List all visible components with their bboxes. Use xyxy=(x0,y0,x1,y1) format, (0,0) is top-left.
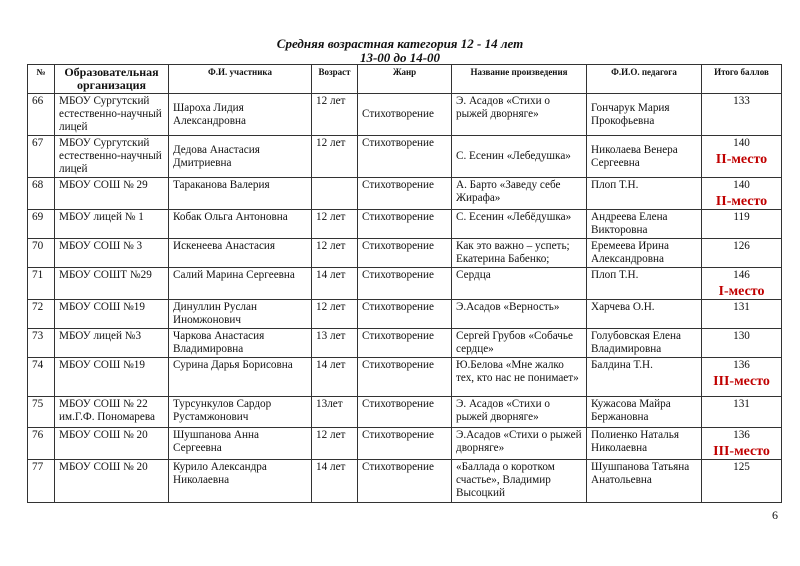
table-row xyxy=(28,460,782,503)
cell-teacher xyxy=(587,428,702,460)
age-text: 12 лет xyxy=(316,95,346,107)
cell-org xyxy=(55,460,169,503)
cell-num xyxy=(28,300,55,329)
score-text: 140 xyxy=(733,137,750,149)
place-badge: III-место xyxy=(713,444,770,459)
org-text: МБОУ СОШ № 20 xyxy=(59,429,148,441)
age-text: 12 лет xyxy=(316,301,346,313)
table-row xyxy=(28,94,782,136)
num-text: 76 xyxy=(32,429,44,441)
work-text: С. Есенин «Лебедушка» xyxy=(456,150,571,162)
num-text: 74 xyxy=(32,359,44,371)
cell-genre xyxy=(358,358,452,397)
genre-text: Стихотворение xyxy=(362,179,434,191)
cell-work xyxy=(452,239,587,268)
genre-text: Стихотворение xyxy=(362,137,434,149)
cell-teacher xyxy=(587,178,702,210)
cell-work xyxy=(452,358,587,397)
cell-name xyxy=(169,94,312,136)
name-text: Салий Марина Сергеевна xyxy=(173,269,295,281)
cell-name xyxy=(169,428,312,460)
cell-teacher xyxy=(587,300,702,329)
cell-genre xyxy=(358,268,452,300)
cell-org xyxy=(55,358,169,397)
teacher-text: Кужасова Майра Бержановна xyxy=(591,398,671,423)
num-text: 75 xyxy=(32,398,44,410)
page-subtitle: 13-00 до 14-00 xyxy=(359,50,441,65)
cell-work xyxy=(452,329,587,358)
age-text: 13лет xyxy=(316,398,343,410)
name-text: Шароха Лидия Александровна xyxy=(173,101,246,127)
table-row xyxy=(28,210,782,239)
org-text: МБОУ СОШ № 22 им.Г.Ф. Пономарева xyxy=(59,398,155,423)
score-text: 131 xyxy=(733,398,750,410)
score-text: 126 xyxy=(733,240,750,252)
cell-age xyxy=(312,460,358,503)
score-text: 119 xyxy=(733,211,750,223)
cell-score xyxy=(702,94,782,136)
cell-age xyxy=(312,210,358,239)
cell-genre xyxy=(358,397,452,428)
cell-genre xyxy=(358,94,452,136)
num-text: 67 xyxy=(32,137,44,149)
cell-score xyxy=(702,329,782,358)
org-text: МБОУ Сургутский естественно-научный лицей xyxy=(59,95,162,133)
work-text: Э. Асадов «Стихи о рыжей дворняге» xyxy=(456,95,550,120)
work-text: Э.Асадов «Верность» xyxy=(456,301,560,313)
genre-text: Стихотворение xyxy=(362,269,434,281)
header-num: № xyxy=(28,65,55,94)
cell-num xyxy=(28,136,55,178)
work-text: С. Есенин «Лебёдушка» xyxy=(456,211,572,223)
table-header-row xyxy=(28,65,782,94)
cell-work xyxy=(452,460,587,503)
work-text: Сердца xyxy=(456,269,491,281)
cell-genre xyxy=(358,136,452,178)
results-table xyxy=(27,64,782,503)
cell-age xyxy=(312,268,358,300)
cell-org xyxy=(55,428,169,460)
cell-genre xyxy=(358,178,452,210)
cell-age xyxy=(312,94,358,136)
cell-org xyxy=(55,94,169,136)
page-title: Средняя возрастная категория 12 - 14 лет xyxy=(276,36,524,51)
cell-age xyxy=(312,329,358,358)
score-text: 140 xyxy=(733,179,750,191)
genre-text: Стихотворение xyxy=(362,461,434,473)
num-text: 66 xyxy=(32,95,44,107)
cell-name xyxy=(169,239,312,268)
genre-text: Стихотворение xyxy=(362,108,434,120)
cell-num xyxy=(28,358,55,397)
cell-name xyxy=(169,268,312,300)
cell-work xyxy=(452,397,587,428)
cell-age xyxy=(312,178,358,210)
cell-org xyxy=(55,239,169,268)
org-text: МБОУ лицей №3 xyxy=(59,330,142,342)
org-text: МБОУ СОШ №19 xyxy=(59,359,145,371)
age-text: 14 лет xyxy=(316,269,346,281)
cell-teacher xyxy=(587,460,702,503)
page-number: 6 xyxy=(772,508,778,522)
org-text: МБОУ лицей № 1 xyxy=(59,211,144,223)
name-text: Кобак Ольга Антоновна xyxy=(173,211,288,223)
cell-name xyxy=(169,329,312,358)
header-score: Итого баллов xyxy=(702,65,782,94)
org-text: МБОУ СОШ №19 xyxy=(59,301,145,313)
cell-num xyxy=(28,329,55,358)
org-text: МБОУ СОШТ №29 xyxy=(59,269,152,281)
cell-work xyxy=(452,94,587,136)
teacher-text: Полиенко Наталья Николаевна xyxy=(591,429,679,454)
cell-teacher xyxy=(587,397,702,428)
genre-text: Стихотворение xyxy=(362,398,434,410)
genre-text: Стихотворение xyxy=(362,330,434,342)
cell-name xyxy=(169,460,312,503)
cell-name xyxy=(169,178,312,210)
teacher-text: Плоп Т.Н. xyxy=(591,269,639,281)
work-text: Как это важно – успеть; Екатерина Бабенко; xyxy=(456,240,570,265)
work-text: Э. Асадов «Стихи о рыжей дворняге» xyxy=(456,398,550,423)
name-text: Сурина Дарья Борисовна xyxy=(173,359,293,371)
cell-work xyxy=(452,136,587,178)
cell-name xyxy=(169,300,312,329)
cell-org xyxy=(55,300,169,329)
cell-genre xyxy=(358,210,452,239)
teacher-text: Андреева Елена Викторовна xyxy=(591,211,668,236)
org-text: МБОУ СОШ № 29 xyxy=(59,179,148,191)
place-badge: III-место xyxy=(713,374,770,389)
cell-genre xyxy=(358,460,452,503)
score-text: 125 xyxy=(733,461,750,473)
num-text: 68 xyxy=(32,179,44,191)
table-row xyxy=(28,300,782,329)
name-text: Шушпанова Анна Сергеевна xyxy=(173,429,259,454)
table-row xyxy=(28,136,782,178)
cell-org xyxy=(55,210,169,239)
age-text: 12 лет xyxy=(316,240,346,252)
cell-work xyxy=(452,300,587,329)
work-text: А. Барто «Заведу себе Жирафа» xyxy=(456,179,561,204)
age-text: 12 лет xyxy=(316,429,346,441)
num-text: 77 xyxy=(32,461,44,473)
table-row xyxy=(28,358,782,397)
work-text: Э.Асадов «Стихи о рыжей дворняге» xyxy=(456,429,582,454)
cell-name xyxy=(169,210,312,239)
cell-score xyxy=(702,210,782,239)
genre-text: Стихотворение xyxy=(362,429,434,441)
teacher-text: Шушпанова Татьяна Анатольевна xyxy=(591,461,690,486)
cell-work xyxy=(452,268,587,300)
cell-num xyxy=(28,210,55,239)
cell-genre xyxy=(358,428,452,460)
teacher-text: Плоп Т.Н. xyxy=(591,179,639,191)
table-row xyxy=(28,428,782,460)
header-age: Возраст xyxy=(312,65,358,94)
score-text: 133 xyxy=(733,95,750,107)
teacher-text: Николаева Венера Сергеевна xyxy=(591,143,678,169)
cell-num xyxy=(28,239,55,268)
header-org: Образовательная организация xyxy=(55,65,169,94)
age-text: 14 лет xyxy=(316,461,346,473)
name-text: Тараканова Валерия xyxy=(173,179,270,191)
cell-score xyxy=(702,136,782,178)
num-text: 69 xyxy=(32,211,44,223)
num-text: 70 xyxy=(32,240,44,252)
table-row xyxy=(28,268,782,300)
score-text: 136 xyxy=(733,429,750,441)
cell-teacher xyxy=(587,268,702,300)
cell-work xyxy=(452,428,587,460)
age-text: 14 лет xyxy=(316,359,346,371)
name-text: Курило Александра Николаевна xyxy=(173,461,267,486)
cell-score xyxy=(702,178,782,210)
age-text: 13 лет xyxy=(316,330,346,342)
score-text: 136 xyxy=(733,359,750,371)
score-text: 130 xyxy=(733,330,750,342)
cell-teacher xyxy=(587,358,702,397)
name-text: Динуллин Руслан Иномжонович xyxy=(173,301,257,326)
cell-teacher xyxy=(587,210,702,239)
cell-num xyxy=(28,178,55,210)
table-row xyxy=(28,239,782,268)
cell-num xyxy=(28,428,55,460)
cell-score xyxy=(702,397,782,428)
genre-text: Стихотворение xyxy=(362,240,434,252)
cell-genre xyxy=(358,329,452,358)
cell-age xyxy=(312,300,358,329)
num-text: 73 xyxy=(32,330,44,342)
cell-name xyxy=(169,136,312,178)
score-text: 146 xyxy=(733,269,750,281)
cell-genre xyxy=(358,239,452,268)
work-text: Сергей Грубов «Собачье сердце» xyxy=(456,330,573,355)
teacher-text: Балдина Т.Н. xyxy=(591,359,653,371)
name-text: Турсункулов Сардор Рустамжонович xyxy=(173,398,272,423)
cell-age xyxy=(312,428,358,460)
cell-score xyxy=(702,428,782,460)
teacher-text: Гончарук Мария Прокофьевна xyxy=(591,101,670,127)
header-work: Название произведения xyxy=(452,65,587,94)
cell-work xyxy=(452,178,587,210)
cell-teacher xyxy=(587,329,702,358)
cell-org xyxy=(55,136,169,178)
cell-num xyxy=(28,268,55,300)
age-text: 12 лет xyxy=(316,137,346,149)
place-badge: II-место xyxy=(715,152,768,167)
cell-genre xyxy=(358,300,452,329)
name-text: Искенеева Анастасия xyxy=(173,240,276,252)
place-badge: II-место xyxy=(715,194,768,209)
age-text: 12 лет xyxy=(316,211,346,223)
org-text: МБОУ СОШ № 20 xyxy=(59,461,148,473)
cell-score xyxy=(702,358,782,397)
genre-text: Стихотворение xyxy=(362,359,434,371)
table-row xyxy=(28,329,782,358)
cell-org xyxy=(55,329,169,358)
cell-org xyxy=(55,268,169,300)
cell-teacher xyxy=(587,239,702,268)
cell-num xyxy=(28,460,55,503)
work-text: «Баллада о коротком счастье», Владимир Высоцкий xyxy=(456,461,555,499)
cell-teacher xyxy=(587,136,702,178)
num-text: 72 xyxy=(32,301,44,313)
score-text: 131 xyxy=(733,301,750,313)
table-row xyxy=(28,178,782,210)
cell-name xyxy=(169,397,312,428)
genre-text: Стихотворение xyxy=(362,211,434,223)
header-genre: Жанр xyxy=(358,65,452,94)
teacher-text: Харчева О.Н. xyxy=(591,301,655,313)
cell-age xyxy=(312,136,358,178)
name-text: Дедова Анастасия Дмитриевна xyxy=(173,143,260,169)
cell-org xyxy=(55,178,169,210)
cell-age xyxy=(312,358,358,397)
cell-name xyxy=(169,358,312,397)
org-text: МБОУ СОШ № 3 xyxy=(59,240,143,252)
cell-num xyxy=(28,397,55,428)
table-row xyxy=(28,397,782,428)
num-text: 71 xyxy=(32,269,44,281)
genre-text: Стихотворение xyxy=(362,301,434,313)
work-text: Ю.Белова «Мне жалко тех, кто нас не понимает» xyxy=(456,359,579,384)
cell-score xyxy=(702,460,782,503)
cell-org xyxy=(55,397,169,428)
cell-age xyxy=(312,239,358,268)
cell-num xyxy=(28,94,55,136)
header-teacher: Ф.И.О. педагога xyxy=(587,65,702,94)
name-text: Чаркова Анастасия Владимировна xyxy=(173,330,265,355)
cell-work xyxy=(452,210,587,239)
cell-score xyxy=(702,268,782,300)
cell-age xyxy=(312,397,358,428)
header-participant: Ф.И. участника xyxy=(169,65,312,94)
cell-teacher xyxy=(587,94,702,136)
cell-score xyxy=(702,239,782,268)
teacher-text: Еремеева Ирина Александровна xyxy=(591,240,669,265)
place-badge: I-место xyxy=(718,284,765,299)
cell-score xyxy=(702,300,782,329)
org-text: МБОУ Сургутский естественно-научный лицей xyxy=(59,137,162,175)
teacher-text: Голубовская Елена Владимировна xyxy=(591,330,681,355)
